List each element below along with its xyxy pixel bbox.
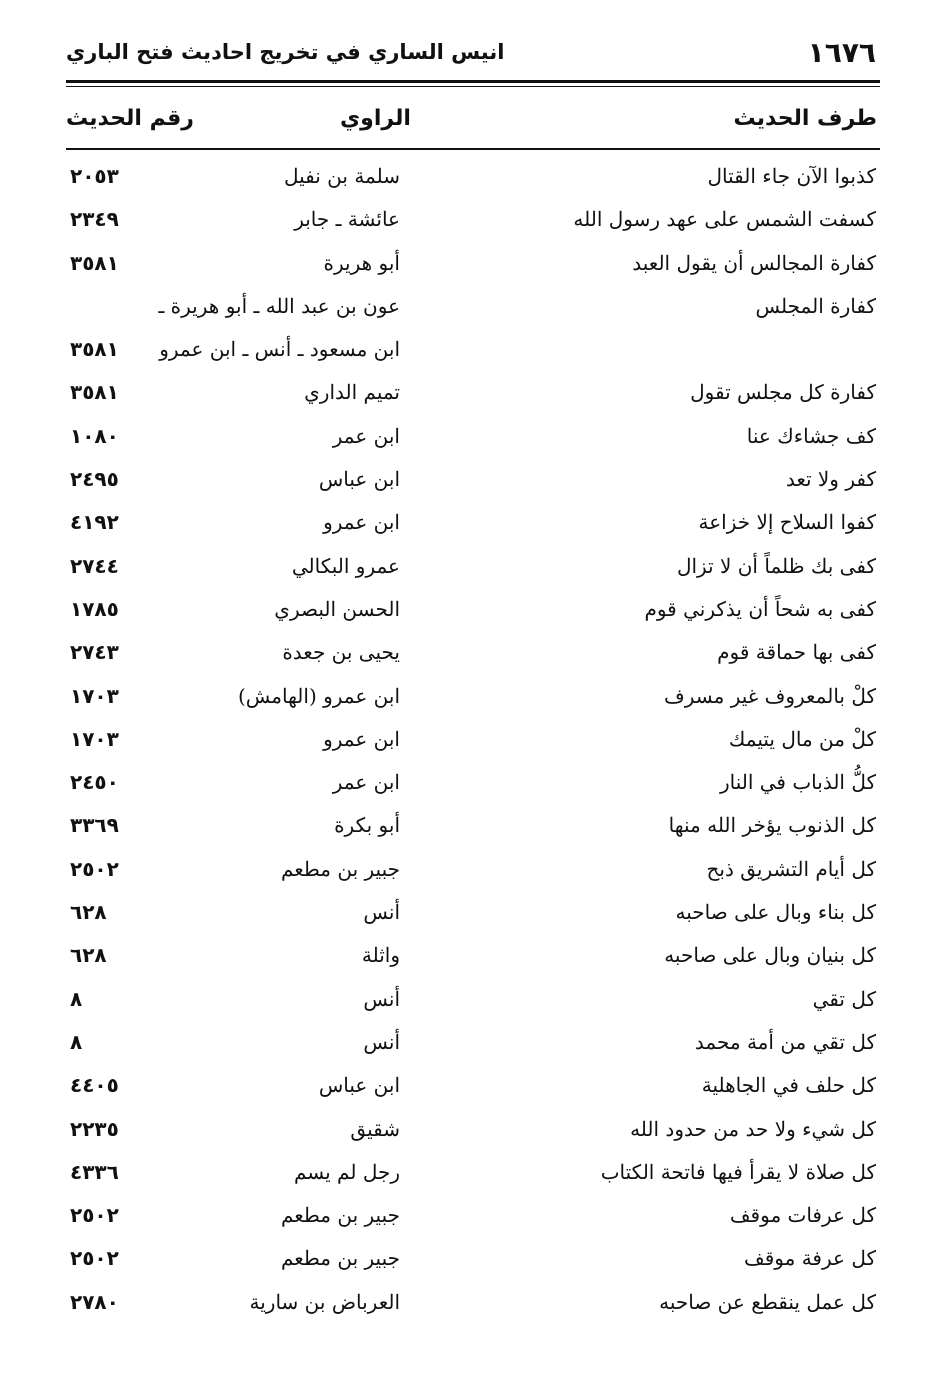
table-row	[66, 634, 880, 677]
table-row	[66, 591, 880, 634]
hadith-text: كل عمل ينقطع عن صاحبه	[659, 1289, 876, 1314]
hadith-number: ٤١٩٢	[70, 510, 119, 535]
table-row	[66, 1197, 880, 1240]
hadith-text: كفى به شحاً أن يذكرني قوم	[644, 596, 876, 621]
hadith-number: ٦٢٨	[70, 943, 107, 968]
hadith-text: كسفت الشمس على عهد رسول الله	[573, 207, 876, 232]
narrator: ابن عمرو	[323, 510, 400, 535]
table-row	[66, 288, 880, 331]
table-row	[66, 807, 880, 850]
narrator: ابن عمر	[332, 770, 400, 795]
table-row	[66, 331, 880, 374]
hadith-number: ٨	[70, 986, 83, 1011]
hadith-text: كذبوا الآن جاء القتال	[707, 164, 876, 188]
table-row	[66, 937, 880, 980]
narrator: عائشة ـ جابر	[294, 207, 400, 232]
table-row	[66, 158, 880, 201]
hadith-text: كل شيء ولا حد من حدود الله	[630, 1116, 876, 1141]
table-row	[66, 894, 880, 937]
narrator: سلمة بن نفيل	[283, 164, 400, 188]
hadith-number: ٢٠٥٣	[70, 164, 119, 188]
table-row	[66, 201, 880, 244]
narrator: أنس	[363, 1029, 400, 1054]
hadith-text: كلُّ الذباب في النار	[719, 770, 876, 795]
narrator: واثلة	[361, 943, 400, 968]
header-rule-thin	[66, 86, 880, 87]
hadith-number: ٣٥٨١	[70, 250, 119, 275]
narrator: ابن عمرو	[323, 726, 400, 751]
table-row	[66, 678, 880, 721]
hadith-text: كل صلاة لا يقرأ فيها فاتحة الكتاب	[600, 1159, 876, 1184]
hadith-text: كل عرفات موقف	[729, 1203, 876, 1228]
column-header-rule	[66, 148, 880, 150]
narrator: أنس	[363, 986, 400, 1011]
narrator: رجل لم يسم	[293, 1159, 400, 1184]
hadith-number: ٣٥٨١	[70, 380, 119, 405]
page-header	[66, 36, 876, 76]
hadith-number: ٤٤٠٥	[70, 1073, 119, 1098]
hadith-number: ٢٥٠٢	[70, 1203, 119, 1228]
table-row	[66, 461, 880, 504]
hadith-number: ٢٤٩٥	[70, 467, 119, 492]
hadith-number: ٢٣٤٩	[70, 207, 119, 232]
table-row	[66, 1154, 880, 1197]
narrator: شقيق	[350, 1116, 400, 1141]
page-number: ١٦٧٦	[807, 36, 876, 69]
hadith-text: كل بناء وبال على صاحبه	[675, 900, 876, 925]
table-row	[66, 1067, 880, 1110]
hadith-number: ٢٥٠٢	[70, 1246, 119, 1271]
narrator: ابن عمرو (الهامش)	[237, 683, 400, 708]
table-row	[66, 1284, 880, 1327]
hadith-number: ١٠٨٠	[70, 423, 119, 448]
hadith-number: ٤٣٣٦	[70, 1159, 119, 1184]
header-rule-thick	[66, 80, 880, 83]
hadith-text: كلْ بالمعروف غير مسرف	[664, 683, 876, 708]
hadith-number: ٢٤٥٠	[70, 770, 119, 795]
table-row	[66, 981, 880, 1024]
hadith-text: كل أيام التشريق ذبح	[706, 856, 876, 881]
narrator: أنس	[363, 900, 400, 925]
table-row	[66, 1111, 880, 1154]
hadith-number: ٢٧٤٤	[70, 553, 119, 578]
hadith-text: كفوا السلاح إلا خزاعة	[698, 510, 876, 535]
table-row	[66, 374, 880, 417]
hadith-text: كل بنيان وبال على صاحبه	[664, 943, 876, 968]
table-row	[66, 764, 880, 807]
book-title: انيس الساري في تخريج احاديث فتح الباري	[66, 40, 505, 64]
hadith-number: ٢٧٤٣	[70, 640, 119, 665]
narrator: جبير بن مطعم	[280, 856, 400, 881]
hadith-text: كفر ولا تعد	[785, 467, 876, 492]
hadith-number: ٣٥٨١	[70, 337, 119, 362]
hadith-text: كل الذنوب يؤخر الله منها	[668, 813, 876, 838]
narrator: الحسن البصري	[274, 596, 400, 621]
hadith-number: ٨	[70, 1029, 83, 1054]
hadith-number: ٢٥٠٢	[70, 856, 119, 881]
narrator: تميم الداري	[304, 380, 400, 405]
table-row	[66, 1024, 880, 1067]
column-header-tarf: طرف الحديث	[733, 106, 877, 131]
table-row	[66, 245, 880, 288]
hadith-text: كف جشاءك عنا	[746, 423, 876, 448]
table-row	[66, 1240, 880, 1283]
table-row	[66, 504, 880, 547]
narrator: جبير بن مطعم	[280, 1246, 400, 1271]
hadith-text: كفارة كل مجلس تقول	[690, 380, 876, 405]
hadith-number: ٢٧٨٠	[70, 1289, 119, 1314]
narrator: ابن عباس	[318, 467, 400, 492]
table-row	[66, 721, 880, 764]
hadith-number: ٣٣٦٩	[70, 813, 119, 838]
hadith-number: ١٧٨٥	[70, 596, 119, 621]
hadith-number: ٢٢٣٥	[70, 1116, 119, 1141]
narrator: ابن مسعود ـ أنس ـ ابن عمرو	[159, 337, 400, 362]
table-row	[66, 418, 880, 461]
narrator: ابن عمر	[332, 423, 400, 448]
hadith-index-table	[66, 158, 880, 1327]
hadith-text: كفى بها حماقة قوم	[717, 640, 876, 665]
narrator: عمرو البكالي	[291, 553, 400, 578]
narrator: العرباض بن سارية	[249, 1289, 400, 1314]
narrator: أبو بكرة	[334, 813, 400, 838]
hadith-number: ١٧٠٣	[70, 683, 119, 708]
column-header-raqm: رقم الحديث	[66, 106, 194, 131]
narrator: يحيى بن جعدة	[282, 640, 400, 665]
hadith-text: كل عرفة موقف	[744, 1246, 876, 1271]
hadith-number: ١٧٠٣	[70, 726, 119, 751]
narrator: ابن عباس	[318, 1073, 400, 1098]
hadith-text: كلْ من مال يتيمك	[728, 726, 876, 751]
table-row	[66, 548, 880, 591]
hadith-text: كل حلف في الجاهلية	[701, 1073, 876, 1098]
hadith-text: كفارة المجلس	[755, 293, 876, 318]
hadith-text: كل تقي	[812, 986, 876, 1011]
hadith-text: كفارة المجالس أن يقول العبد	[632, 250, 876, 275]
column-header-rawi: الراوي	[340, 106, 411, 131]
hadith-text: كل تقي من أمة محمد	[694, 1029, 876, 1054]
narrator: جبير بن مطعم	[280, 1203, 400, 1228]
narrator: أبو هريرة	[323, 250, 400, 275]
hadith-text: كفى بك ظلماً أن لا تزال	[676, 553, 876, 578]
narrator: عون بن عبد الله ـ أبو هريرة ـ	[158, 293, 400, 318]
table-row	[66, 851, 880, 894]
hadith-number: ٦٢٨	[70, 900, 107, 925]
